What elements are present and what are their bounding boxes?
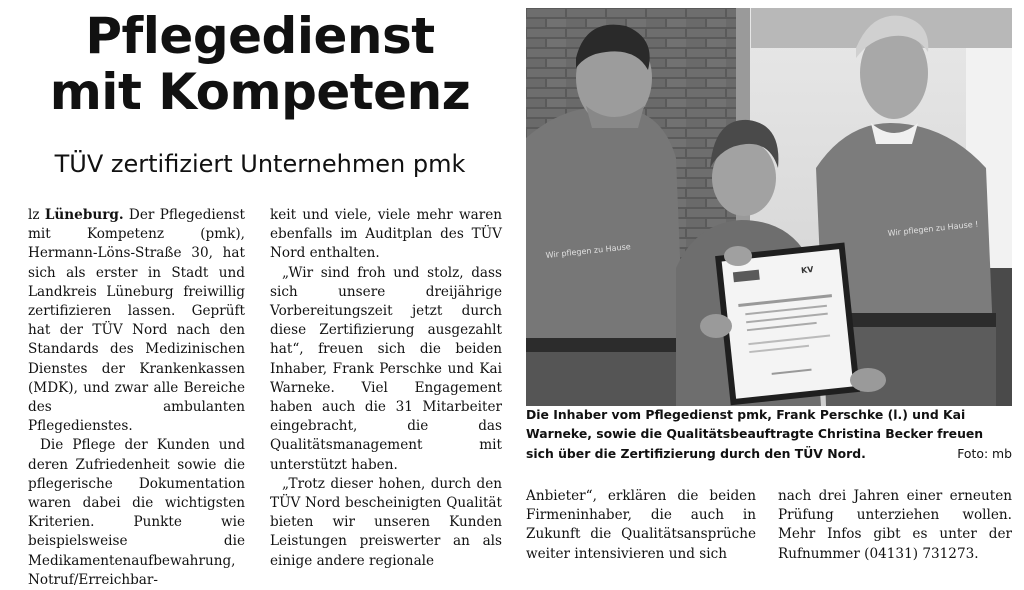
photo-caption: Die Inhaber vom Pflegedienst pmk, Frank Perschke (l.) und Kai Warneke, sowie die Qualitätsbeauftragte Christina Becker freuen sich über die Zertifizierung durch den TÜV Nord.: [526, 407, 984, 461]
article-column-2: [270, 206, 502, 571]
subheadline: TÜV zertifiziert Unternehmen pmk: [54, 150, 466, 178]
article-paragraph: Die Pflege der Kunden und deren Zufriedenheit sowie die pflegerische Dokumentation waren dabei die wichtigsten Kriterien. Punkte wie beispielsweise die Medikamentenaufbewahrung, Notruf/Erreichbar-: [28, 437, 245, 588]
certificate: [715, 243, 860, 406]
article-column-3: [526, 487, 756, 564]
article-column-4: [778, 487, 1012, 564]
article-paragraph: keit und viele, viele mehr waren ebenfalls im Auditplan des TÜV Nord enthalten.: [270, 207, 502, 262]
shirt-slogan-right: Wir pflegen zu Hause !: [887, 219, 979, 238]
photo-credit: Foto: mb: [957, 446, 1012, 461]
article-paragraph: „Wir sind froh und stolz, dass sich unsere dreijährige Vorbereitungszeit jetzt durch diese Zertifizierung ausgezahlt hat“, freuen sich die beiden Inhaber, Frank Perschke und Kai Warneke. Viel Engagement haben auch die 31 Mitarbeiter eingebracht, die das Qualitätsmanagement mit unterstützt haben.: [270, 264, 502, 473]
article-paragraph: nach drei Jahren einer erneuten Prüfung unterziehen wollen. Mehr Infos gibt es unter der Rufnummer (04131) 731273.: [778, 488, 1012, 562]
article-column-1: [28, 206, 245, 590]
article-photo: [526, 8, 1012, 406]
headline: [0, 8, 520, 120]
article-text: Der Pflegedienst mit Kompetenz (pmk), Hermann-Löns-Straße 30, hat sich als erster in Stadt und Landkreis Lüneburg freiwillig zertifizieren lassen. Geprüft hat der TÜV Nord nach den Standards des Medizinischen Dienstes der Krankenkassen (MDK), und zwar alle Bereiche des ambulanten Pflegedienstes.: [28, 207, 245, 435]
article-paragraph: Anbieter“, erklären die beiden Firmeninhaber, die auch in Zukunft die Qualitätsansprüche weiter intensivieren und sich: [526, 488, 756, 562]
dateline-prefix: lz: [28, 207, 45, 223]
headline-line-1: Pflegedienst: [85, 7, 435, 65]
article-paragraph: „Trotz dieser hohen, durch den TÜV Nord bescheinigten Qualität bieten wir unseren Kunden Leistungen preiswerter an als einige andere regionale: [270, 475, 502, 569]
shirt-slogan-left: Wir pflegen zu Hause: [545, 242, 632, 260]
certificate-logo: KV: [800, 264, 814, 276]
article-paragraph: [28, 206, 245, 436]
headline-line-2: mit Kompetenz: [49, 63, 471, 121]
dateline-place: Lüneburg.: [44, 207, 124, 223]
